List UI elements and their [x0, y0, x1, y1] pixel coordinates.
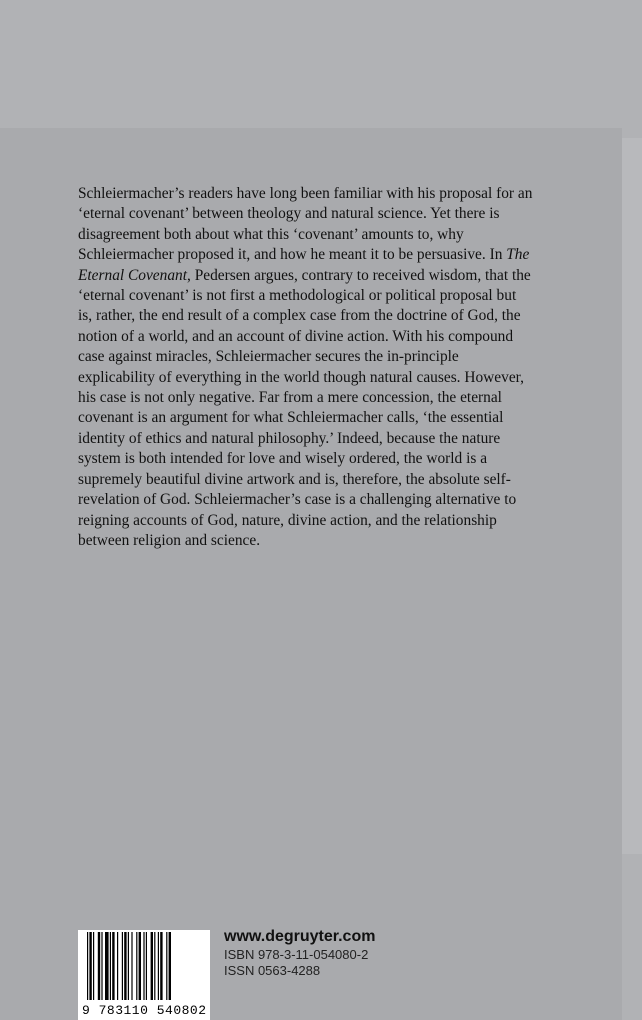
blurb-book-title: The Eternal Covenant	[78, 246, 530, 284]
barcode-bars	[86, 932, 202, 1000]
blurb-part-1: Schleiermacher’s readers have long been familiar with his proposal for an ‘eternal covenant’ between theology and natural science. Yet there is disagreement both about what this ‘covenant’ amounts to, why Schleiermacher proposed it, and how he meant it to be persuasive. In	[78, 185, 533, 264]
barcode-number: 9 783110 540802	[82, 1003, 207, 1018]
publisher-website[interactable]: www.degruyter.com	[224, 928, 376, 945]
blurb-part-2: , Pedersen argues, contrary to received wisdom, that the ‘eternal covenant’ is not first a methodological or political proposal but is, rather, the end result of a complex case from the doctrine of God, the notion of a world, and an account of divine action. With his compound case against miracles, Schleiermacher secures the in-principle explicability of everything in the world though natural causes. However, his case is not only negative. Far from a mere concession, the eternal covenant is an argument for what Schleiermacher calls, ‘the essential identity of ethics and natural philosophy.’ Indeed, because the nature system is both intended for love and wisely ordered, the world is a supremely beautiful divine artwork and is, therefore, the absolute self-revelation of God. Schleiermacher’s case is a challenging alternative to reigning accounts of God, nature, divine action, and the relationship between religion and science.	[78, 266, 531, 549]
cover-edge	[622, 138, 642, 854]
barcode	[78, 930, 210, 1020]
issn: ISSN 0563-4288	[224, 963, 321, 978]
isbn: ISBN 978-3-11-054080-2	[224, 947, 369, 962]
publisher-info	[224, 927, 375, 979]
blurb-text	[78, 184, 534, 551]
